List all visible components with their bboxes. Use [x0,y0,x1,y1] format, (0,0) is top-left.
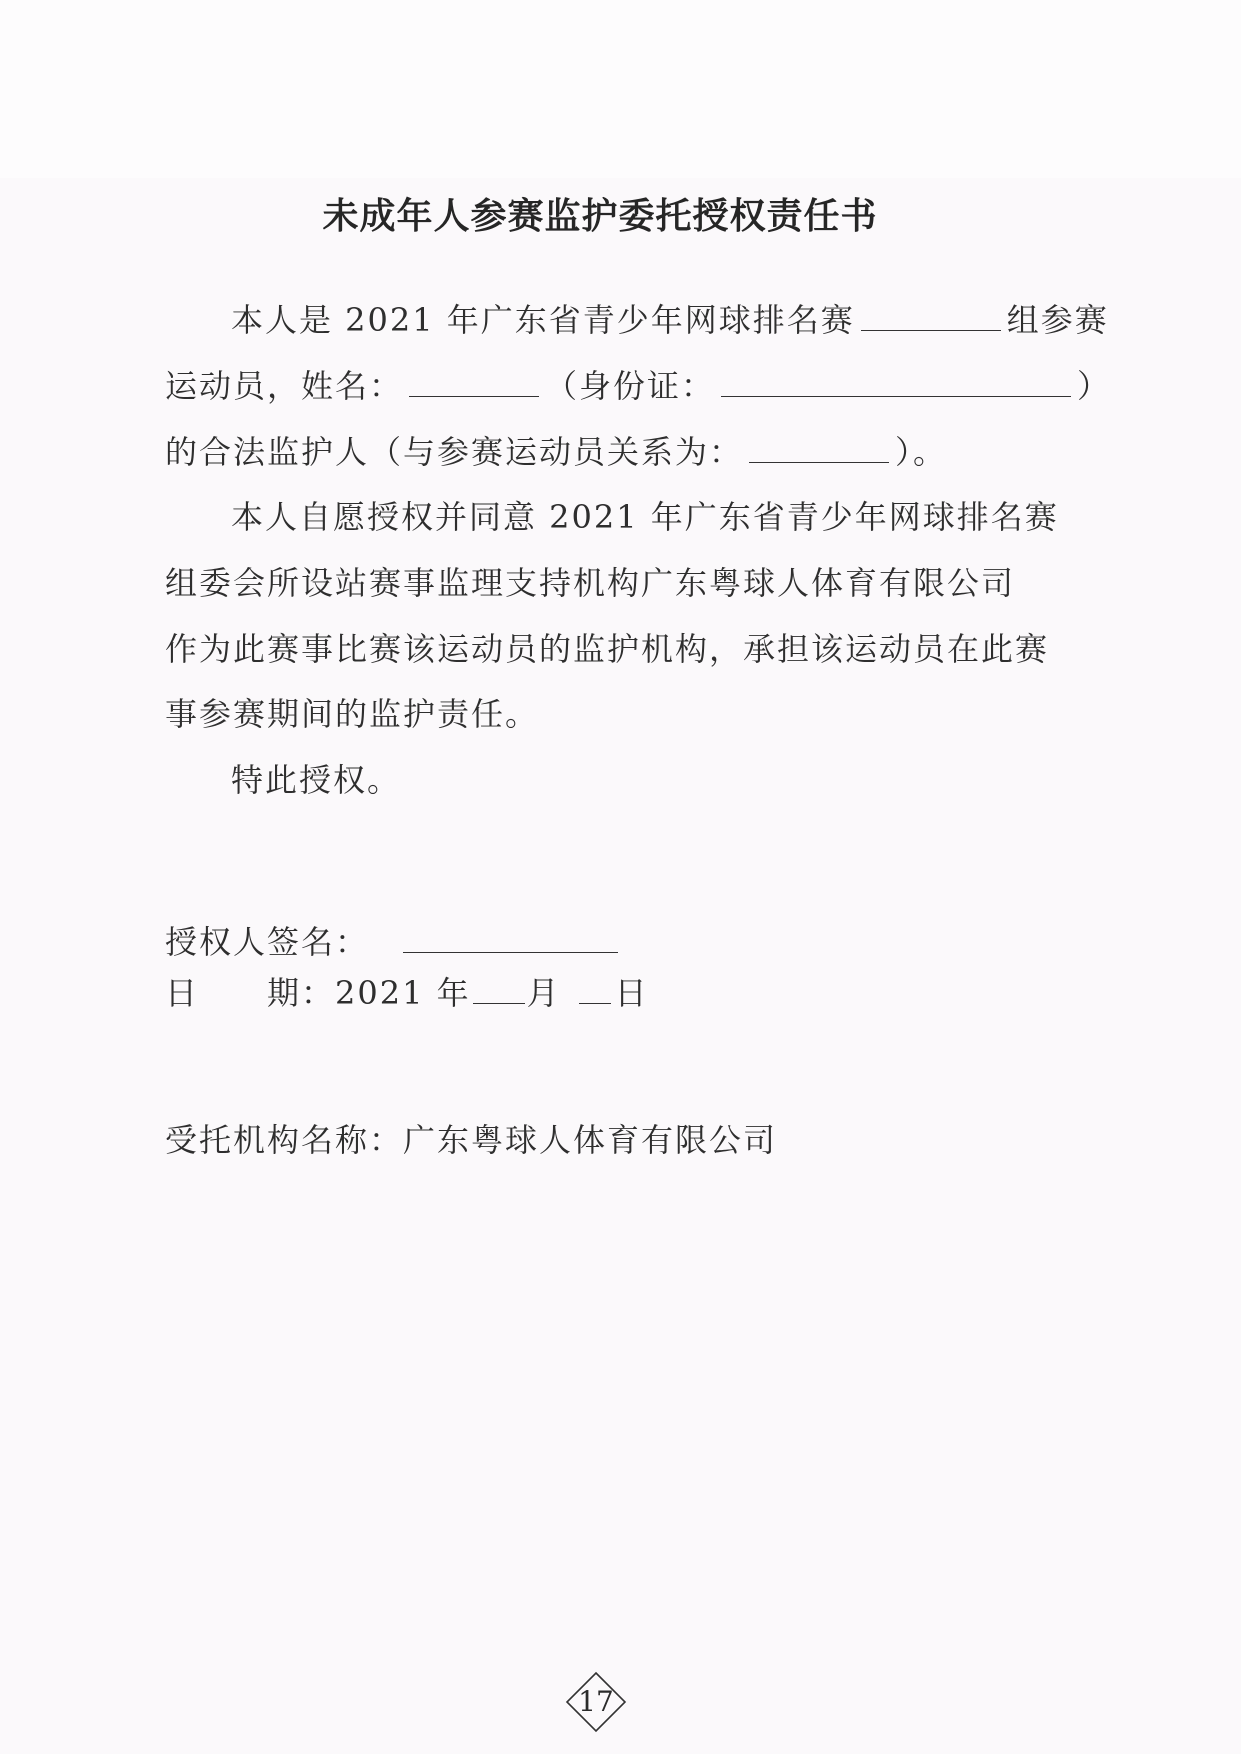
para1-line2 [165,366,1111,406]
trustee-line: 受托机构名称：广东粤球人体育有限公司 [165,1121,778,1159]
signature-label: 授权人签名： [165,923,370,961]
para2-line4: 事参赛期间的监护责任。 [165,695,540,733]
day-blank[interactable] [579,973,611,1004]
page-number-badge [565,1671,627,1733]
date-line [165,973,649,1013]
para3-line: 特此授权。 [231,761,402,799]
id-blank[interactable] [721,366,1071,397]
para1-line1-tail: 组参赛 [1006,301,1109,339]
para1-line3 [165,432,947,472]
para1-line2-text: 运动员，姓名： [165,367,404,405]
date-label: 日 期： [165,974,336,1012]
para2-line1: 本人自愿授权并同意 2021 年广东省青少年网球排名赛 [231,498,1059,536]
date-year: 2021 年 [335,974,471,1012]
para2-line2: 组委会所设站赛事监理支持机构广东粤球人体育有限公司 [165,564,1016,602]
month-blank[interactable] [473,973,525,1004]
page-number: 17 [578,1685,614,1718]
id-label: （身份证： [545,367,716,405]
document-title: 未成年人参赛监护委托授权责任书 [322,196,878,237]
date-day: 日 [614,974,649,1012]
para2-line3: 作为此赛事比赛该运动员的监护机构，承担该运动员在此赛 [165,630,1050,668]
para1-line1-text: 本人是 2021 年广东省青少年网球排名赛 [231,301,855,339]
date-month: 月 [526,974,561,1012]
para1-line1 [231,300,1109,340]
para1-line3-tail: ）。 [895,433,948,471]
relationship-blank[interactable] [749,432,889,463]
group-blank[interactable] [861,300,1001,331]
name-blank[interactable] [409,366,539,397]
scan-background [0,178,1241,1754]
id-close: ） [1077,367,1112,405]
signature-line [165,922,624,962]
signature-blank[interactable] [403,922,618,953]
para1-line3-text: 的合法监护人（与参赛运动员关系为： [165,433,744,471]
